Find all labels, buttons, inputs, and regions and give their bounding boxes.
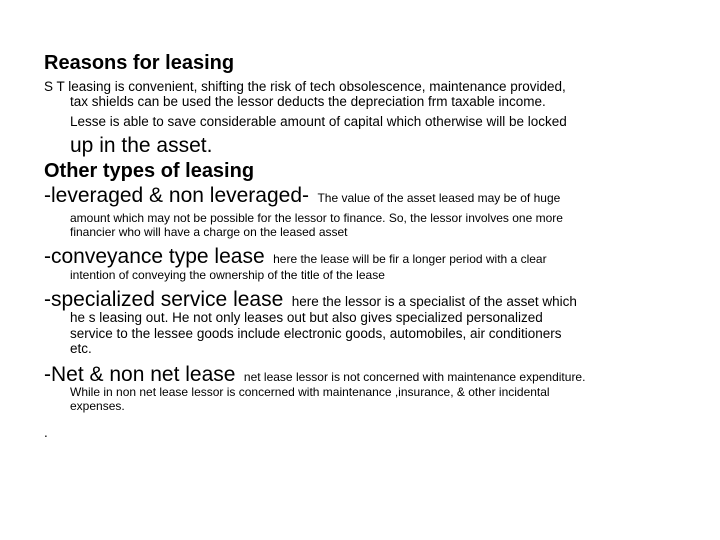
conveyance-text-1: here the lease will be fir a longer period with a clear (273, 252, 547, 266)
net-item (44, 364, 585, 385)
leveraged-text-2: amount which may not be possible for the lessor to finance. So, the lessor involves one more (70, 211, 563, 225)
leveraged-text-3: financier who will have a charge on the leased asset (70, 225, 348, 239)
net-text-3: expenses. (70, 399, 125, 413)
specialized-text-3: service to the lessee goods include electronic goods, automobiles, air conditioners (70, 326, 562, 341)
conveyance-text-2: intention of conveying the ownership of the title of the lease (70, 268, 385, 282)
conveyance-label: -conveyance type lease (44, 245, 265, 268)
leveraged-item (44, 185, 560, 206)
conveyance-item (44, 246, 547, 267)
net-text-1: net lease lessor is not concerned with maintenance expenditure. (243, 370, 586, 384)
reasons-line-3: Lesse is able to save considerable amount of capital which otherwise will be locked (70, 114, 567, 129)
reasons-line-1: S T leasing is convenient, shifting the risk of tech obsolescence, maintenance provided, (44, 79, 566, 94)
trailing-period: . (44, 425, 48, 440)
leveraged-text-1: The value of the asset leased may be of huge (317, 191, 561, 205)
other-types-heading: Other types of leasing (44, 160, 255, 182)
leveraged-label: -leveraged & non leveraged- (44, 184, 310, 207)
specialized-item (44, 289, 577, 310)
net-text-2: While in non net lease lessor is concerned with maintenance ,insurance, & other incidental (70, 385, 550, 399)
specialized-text-2: he s leasing out. He not only leases out but also gives specialized personalized (70, 310, 543, 325)
reasons-line-4: up in the asset. (70, 134, 213, 157)
slide-title: Reasons for leasing (44, 52, 235, 74)
specialized-text-4: etc. (70, 341, 92, 356)
specialized-text-1: here the lessor is a specialist of the asset which (291, 294, 577, 309)
specialized-label: -specialized service lease (44, 288, 284, 311)
reasons-line-2: tax shields can be used the lessor deducts the depreciation frm taxable income. (70, 94, 546, 109)
net-label: -Net & non net lease (44, 363, 236, 386)
